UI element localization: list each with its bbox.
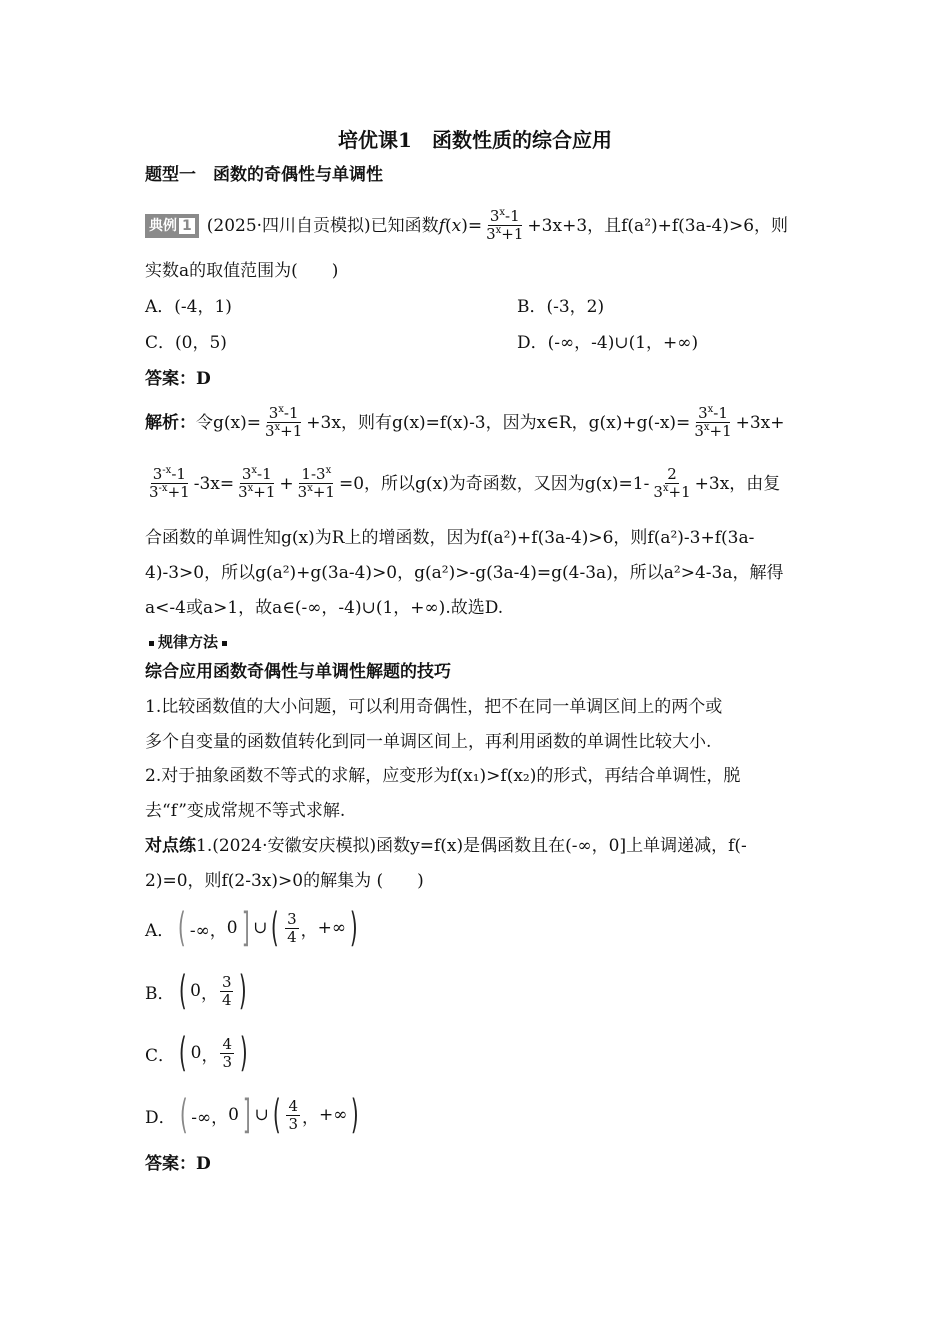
fraction-gx: $\frac{3^x-1}{3^x+1}$ [264,404,303,440]
method-heading: 综合应用函数奇偶性与单调性解题的技巧 [145,662,451,682]
analysis-line-1: 解析： 令g(x)= $\frac{3^x-1}{3^x+1}$ +3x，则有g(x)=f(x)-3，因为x∈R，g(x)+g(-x)= $\frac{3^x-1}{3^x+1}$ +3x+ [145,404,785,440]
fraction-gx-2: $\frac{3^x-1}{3^x+1}$ [694,404,732,440]
practice-option-c: C． ( 0 ， $\frac{4}{3}$ ) [145,1030,248,1076]
example-badge: 典例 1 [145,214,199,238]
practice-option-d: D． ( -∞， 0 ] ∪ ( $\frac{4}{3}$ ， +∞ ) [145,1092,360,1138]
page-title: 培优课1 函数性质的综合应用 [338,128,612,152]
example-condition: +3x+3，且f(a²)+f(3a-4)>6，则 [527,215,789,236]
practice-option-b: B． ( 0 ， $\frac{3}{4}$ ) [145,968,248,1014]
method-p2-b: 去“f”变成常规不等式求解. [145,801,346,821]
method-p1-a: 1.比较函数值的大小问题，可以利用奇偶性，把不在同一单调区间上的两个或 [145,697,723,717]
method-p2-a: 2.对于抽象函数不等式的求解，应变形为f(x₁)>f(x₂)的形式，再结合单调性，脱 [145,766,741,786]
analysis-line-4: 4)-3>0，所以g(a²)+g(3a-4)>0，g(a²)>-g(3a-4)=g(4-3a)，所以a²>4-3a，解得 [145,563,784,583]
practice-option-a: A． ( -∞， 0 ] ∪ ( $\frac{3}{4}$ ， +∞ ) [145,905,358,951]
example-answer: 答案：D [145,369,211,389]
example-line [145,208,788,243]
analysis-line-5: a<-4或a>1，故a∈(-∞，-4)∪(1，+∞).故选D. [145,598,504,618]
analysis-line-3: 合函数的单调性知g(x)为R上的增函数，因为f(a²)+f(3a-4)>6，则f(a²)-3+f(3a- [145,528,755,548]
method-p1-b: 多个自变量的函数值转化到同一单调区间上，再利用函数的单调性比较大小. [145,732,712,752]
practice-line-2: 2)=0，则f(2-3x)>0的解集为 ( ) [145,871,424,891]
option-b: B．(-3，2) [517,297,605,317]
fraction-b: $\frac{1-3^x}{3^x+1}$ [297,465,335,501]
example-source: (2025·四川自贡模拟)已知函数 [206,215,439,236]
fraction-a: $\frac{3^x-1}{3^x+1}$ [238,465,276,501]
practice-answer: 答案：D [145,1154,211,1174]
option-a: A．(-4，1) [145,297,232,317]
fraction-fx: $\frac{3^x-1}{3^x+1}$ [486,207,524,243]
method-label: 规律方法 [145,630,231,654]
fx-label: f(x)= [438,215,483,236]
section-heading: 题型一 函数的奇偶性与单调性 [145,165,383,185]
fraction-g-neg: $\frac{3^{-x}-1}{3^{-x}+1}$ [149,465,190,501]
option-d: D．(-∞，-4)∪(1，+∞) [517,333,699,353]
practice-line-1: 对点练1.(2024·安徽安庆模拟)函数y=f(x)是偶函数且在(-∞，0]上单调递减，f(- [145,836,747,856]
fraction-c: $\frac{2}{3^x+1}$ [653,465,691,501]
option-c: C．(0，5) [145,333,227,353]
example-question: 实数a的取值范围为( ) [145,261,339,281]
analysis-line-2: $\frac{3^{-x}-1}{3^{-x}+1}$ -3x= $\frac{3^x-1}{3^x+1}$ + $\frac{1-3^x}{3^x+1}$ =0，所以g(x)为奇函数，又因为g(x)=1- $\frac{2}{3^x+1}$ +3x，由复 [149,465,781,501]
